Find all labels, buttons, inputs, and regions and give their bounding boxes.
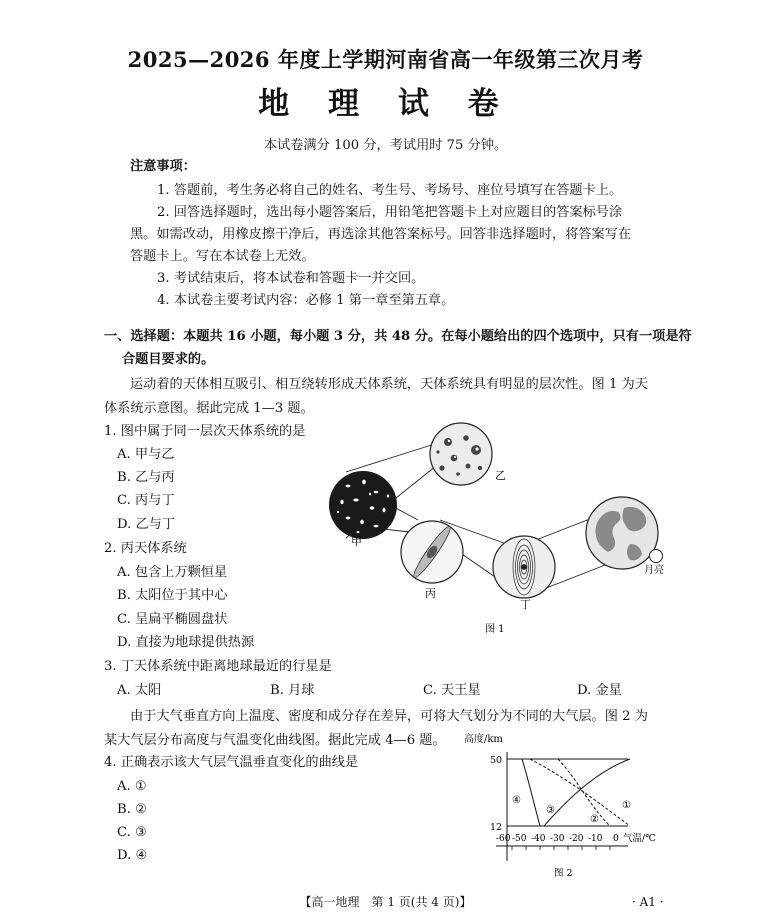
ytick-top: 50 (490, 755, 503, 766)
figure-2-xlabel: 气温/℃ (623, 833, 656, 844)
subject-title: 地 理 试 卷 (258, 86, 513, 122)
curve-label-3: ③ (546, 805, 555, 816)
section-heading-line2: 合题目要求的。 (122, 352, 215, 367)
passage1-line1: 运动着的天体相互吸引、相互绕转形成天体系统，天体系统具有明显的层次性。图 1 为天 (130, 377, 648, 392)
q3-option-b: B. 月球 (270, 683, 315, 698)
q1-stem: 1. 图中属于同一层次天体系统的是 (104, 424, 306, 439)
label-bing: 丙 (425, 587, 436, 600)
label-moon: 月亮 (644, 565, 664, 576)
exam-title: 2025—2026 年度上学期河南省高一年级第三次月考 (127, 47, 644, 72)
milky-way-bing (401, 521, 463, 583)
curve-4 (522, 759, 540, 826)
curve-1 (530, 759, 630, 826)
q2-option-a: A. 包含上万颗恒星 (117, 565, 228, 580)
q3-option-a: A. 太阳 (117, 683, 162, 698)
q4-option-a: A. ① (117, 779, 147, 794)
q4-option-c: C. ③ (117, 825, 147, 840)
figure-1 (318, 420, 678, 640)
figure-2-ylabel: 高度/km (464, 734, 503, 745)
q1-option-b: B. 乙与丙 (117, 470, 175, 485)
note-item-2-line3: 答题卡上。写在本试卷上无效。 (130, 249, 315, 264)
q1-option-c: C. 丙与丁 (117, 493, 175, 508)
q1-option-a: A. 甲与乙 (117, 447, 175, 462)
note-item-2-line2: 黑。如需改动，用橡皮擦干净后，再选涂其他答案标号。回答非选择题时，将答案写在 (130, 227, 632, 242)
q4-option-d: D. ④ (117, 848, 148, 863)
moon (650, 550, 663, 563)
footer-code: · A1 · (632, 895, 664, 909)
passage2-line1: 由于大气垂直方向上温度、密度和成分存在差异，可将大气划分为不同的大气层。图 2 为 (130, 709, 648, 724)
q4-stem: 4. 正确表示该大气层气温垂直变化的曲线是 (104, 755, 359, 770)
xtick-3: -30 (550, 834, 565, 844)
label-ding: 丁 (520, 598, 531, 611)
curve-label-2: ② (590, 814, 599, 825)
curve-label-1: ① (622, 800, 631, 811)
figure-2 (460, 730, 670, 880)
earth-globe (586, 497, 658, 569)
figure-2-caption: 图 2 (554, 868, 573, 879)
xtick-6: 0 (613, 834, 619, 844)
xtick-5: -10 (588, 834, 603, 844)
q2-stem: 2. 丙天体系统 (104, 541, 187, 556)
q3-option-d: D. 金星 (577, 683, 622, 698)
local-group-yi (430, 423, 492, 485)
q2-option-c: C. 呈扁平椭圆盘状 (117, 612, 228, 627)
note-item-3: 3. 考试结束后，将本试卷和答题卡一并交回。 (157, 271, 425, 286)
q4-option-b: B. ② (117, 802, 147, 817)
note-item-2-line1: 2. 回答选择题时，选出每小题答案后，用铅笔把答题卡上对应题目的答案标号涂 (157, 205, 623, 220)
label-jia: 甲 (351, 535, 362, 548)
xtick-4: -20 (569, 834, 584, 844)
note-item-4: 4. 本试卷主要考试内容：必修 1 第一章至第五章。 (157, 293, 455, 308)
intro-text: 本试卷满分 100 分，考试用时 75 分钟。 (263, 138, 508, 153)
solar-system-ding (493, 536, 555, 598)
q3-option-c: C. 天王星 (423, 683, 481, 698)
xtick-1: -50 (512, 834, 527, 844)
xtick-2: -40 (531, 834, 546, 844)
notes-heading: 注意事项： (130, 159, 196, 174)
label-yi: 乙 (495, 469, 506, 482)
section-heading-line1: 一、选择题：本题共 16 小题，每小题 3 分，共 48 分。在每小题给出的四个选项中，只有一项是符 (104, 329, 692, 344)
galaxy-cluster-jia (329, 471, 397, 539)
footer-page-info: 【高一地理 第 1 页(共 4 页)】 (299, 895, 472, 909)
figure-1-caption: 图 1 (485, 624, 505, 635)
ytick-bottom: 12 (490, 822, 503, 833)
q2-option-d: D. 直接为地球提供热源 (117, 635, 255, 650)
curve-2 (558, 759, 610, 826)
xtick-0: -60 (496, 834, 511, 844)
passage1-line2: 体系统示意图。据此完成 1—3 题。 (104, 401, 314, 416)
note-item-1: 1. 答题前，考生务必将自己的姓名、考生号、考场号、座位号填写在答题卡上。 (157, 183, 623, 198)
q2-option-b: B. 太阳位于其中心 (117, 588, 228, 603)
curve-label-4: ④ (512, 795, 521, 806)
passage2-line2: 某大气层分布高度与气温变化曲线图。据此完成 4—6 题。 (104, 733, 446, 748)
curve-3 (544, 759, 630, 826)
q1-option-d: D. 乙与丁 (117, 517, 176, 532)
q3-stem: 3. 丁天体系统中距离地球最近的行星是 (104, 659, 332, 674)
